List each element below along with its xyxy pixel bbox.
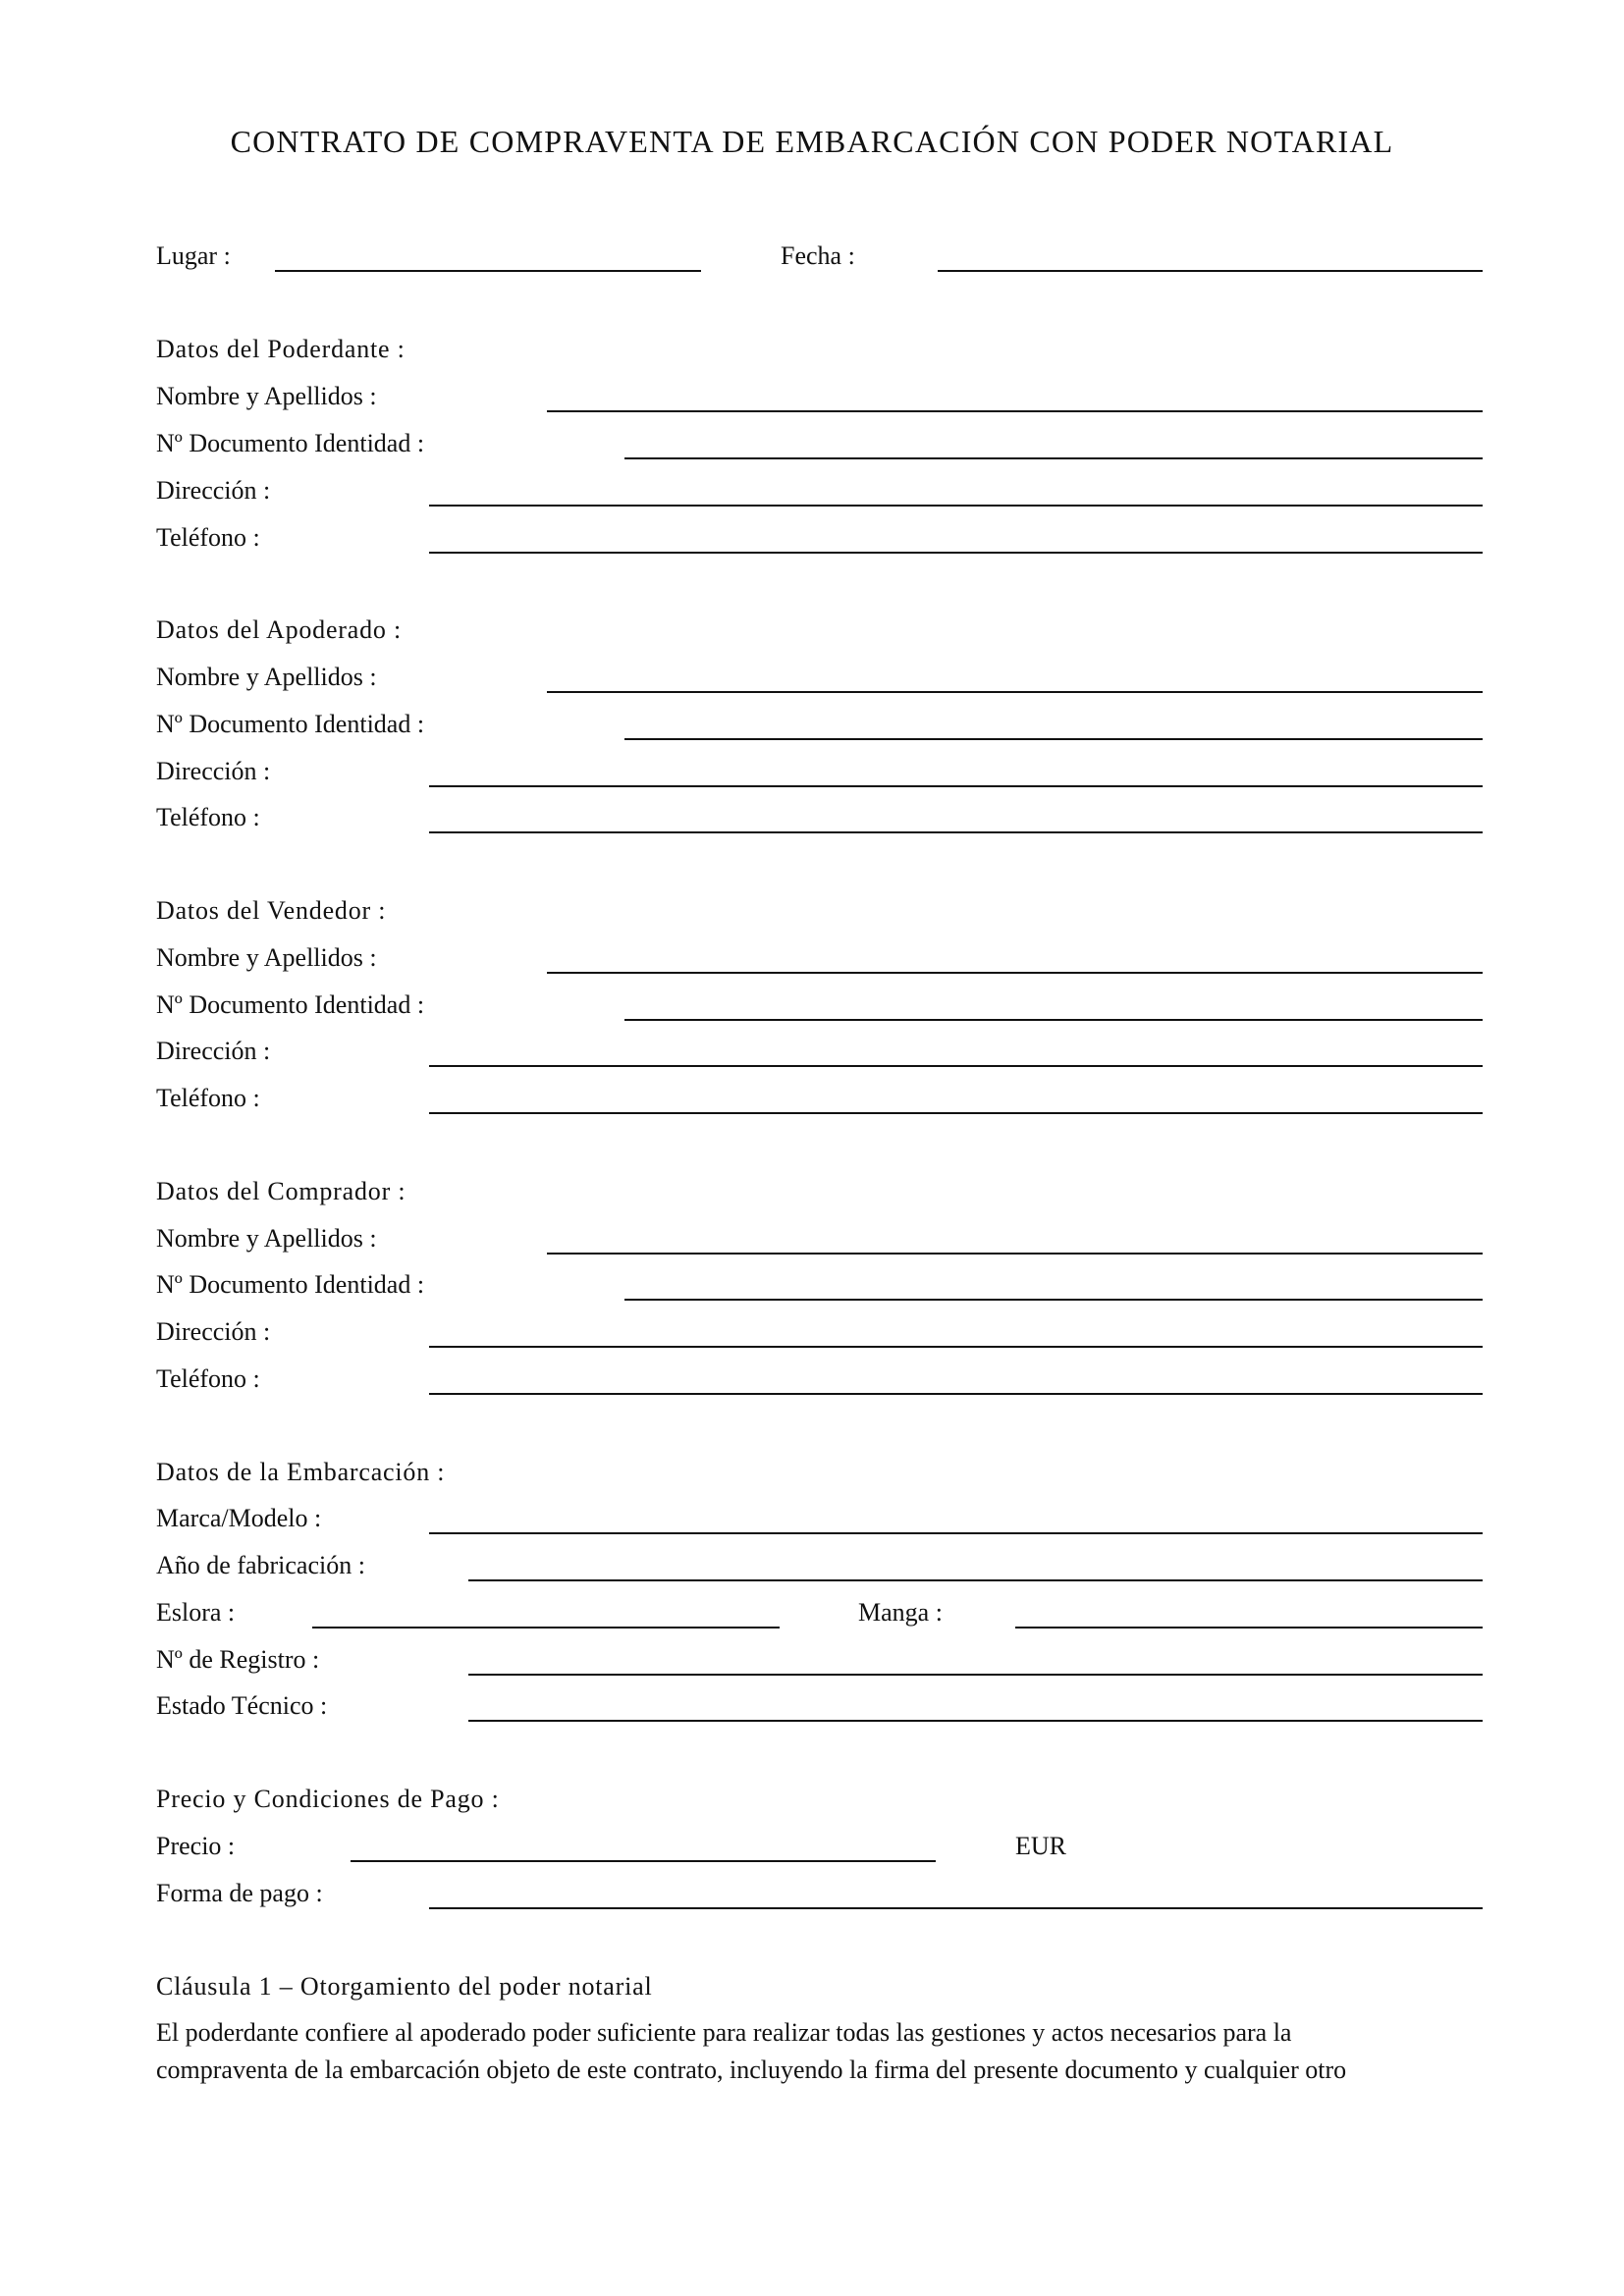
apoderado-section-heading: Datos del Apoderado : — [156, 615, 403, 644]
clausula-1-line-2: compraventa de la embarcación objeto de este contrato, incluyendo la firma del presente documento y cualquier otro — [156, 2056, 1347, 2084]
marca-modelo-label: Marca/Modelo : — [156, 1504, 322, 1532]
comprador-telefono-field[interactable] — [429, 1393, 1483, 1395]
comprador-direccion-field[interactable] — [429, 1346, 1483, 1348]
precio-field[interactable] — [351, 1860, 936, 1862]
poderdante-documento-label: Nº Documento Identidad : — [156, 429, 425, 457]
fecha-label: Fecha : — [781, 241, 855, 270]
comprador-telefono-label: Teléfono : — [156, 1364, 260, 1393]
vendedor-nombre-field[interactable] — [547, 972, 1483, 974]
registro-field[interactable] — [468, 1674, 1483, 1676]
poderdante-telefono-field[interactable] — [429, 552, 1483, 554]
comprador-nombre-label: Nombre y Apellidos : — [156, 1224, 377, 1253]
poderdante-direccion-field[interactable] — [429, 505, 1483, 507]
vendedor-direccion-label: Dirección : — [156, 1037, 271, 1065]
vendedor-documento-field[interactable] — [624, 1019, 1483, 1021]
forma-pago-label: Forma de pago : — [156, 1879, 323, 1907]
precio-section-heading: Precio y Condiciones de Pago : — [156, 1785, 500, 1813]
clausula-1-line-1: El poderdante confiere al apoderado poder suficiente para realizar todas las gestiones y actos necesarios para la — [156, 2018, 1292, 2047]
anio-fabricacion-label: Año de fabricación : — [156, 1551, 365, 1579]
estado-tecnico-field[interactable] — [468, 1720, 1483, 1722]
apoderado-telefono-field[interactable] — [429, 831, 1483, 833]
apoderado-documento-field[interactable] — [624, 738, 1483, 740]
poderdante-direccion-label: Dirección : — [156, 476, 271, 505]
vendedor-documento-label: Nº Documento Identidad : — [156, 990, 425, 1019]
eslora-field[interactable] — [312, 1627, 780, 1629]
comprador-direccion-label: Dirección : — [156, 1317, 271, 1346]
lugar-label: Lugar : — [156, 241, 231, 270]
apoderado-documento-label: Nº Documento Identidad : — [156, 710, 425, 738]
vendedor-direccion-field[interactable] — [429, 1065, 1483, 1067]
manga-label: Manga : — [858, 1598, 943, 1627]
apoderado-nombre-label: Nombre y Apellidos : — [156, 663, 377, 691]
poderdante-documento-field[interactable] — [624, 457, 1483, 459]
manga-field[interactable] — [1015, 1627, 1483, 1629]
comprador-documento-field[interactable] — [624, 1299, 1483, 1301]
comprador-section-heading: Datos del Comprador : — [156, 1177, 406, 1205]
poderdante-telefono-label: Teléfono : — [156, 523, 260, 552]
apoderado-direccion-label: Dirección : — [156, 757, 271, 785]
comprador-documento-label: Nº Documento Identidad : — [156, 1270, 425, 1299]
clausula-1-text — [156, 2014, 1550, 2089]
document-title: CONTRATO DE COMPRAVENTA DE EMBARCACIÓN CON PODER NOTARIAL — [230, 124, 1394, 159]
apoderado-telefono-label: Teléfono : — [156, 803, 260, 831]
estado-tecnico-label: Estado Técnico : — [156, 1691, 328, 1720]
lugar-field[interactable] — [275, 270, 701, 272]
embarcacion-section-heading: Datos de la Embarcación : — [156, 1458, 446, 1486]
clausula-1-heading: Cláusula 1 – Otorgamiento del poder notarial — [156, 1972, 653, 2001]
precio-label: Precio : — [156, 1832, 236, 1860]
fecha-field[interactable] — [938, 270, 1483, 272]
poderdante-nombre-label: Nombre y Apellidos : — [156, 382, 377, 410]
poderdante-nombre-field[interactable] — [547, 410, 1483, 412]
vendedor-telefono-label: Teléfono : — [156, 1084, 260, 1112]
forma-pago-field[interactable] — [429, 1907, 1483, 1909]
apoderado-direccion-field[interactable] — [429, 785, 1483, 787]
currency-label: EUR — [1015, 1832, 1066, 1860]
anio-fabricacion-field[interactable] — [468, 1579, 1483, 1581]
apoderado-nombre-field[interactable] — [547, 691, 1483, 693]
vendedor-telefono-field[interactable] — [429, 1112, 1483, 1114]
poderdante-section-heading: Datos del Poderdante : — [156, 335, 406, 363]
vendedor-nombre-label: Nombre y Apellidos : — [156, 943, 377, 972]
marca-modelo-field[interactable] — [429, 1532, 1483, 1534]
registro-label: Nº de Registro : — [156, 1645, 320, 1674]
eslora-label: Eslora : — [156, 1598, 236, 1627]
comprador-nombre-field[interactable] — [547, 1253, 1483, 1255]
vendedor-section-heading: Datos del Vendedor : — [156, 896, 387, 925]
